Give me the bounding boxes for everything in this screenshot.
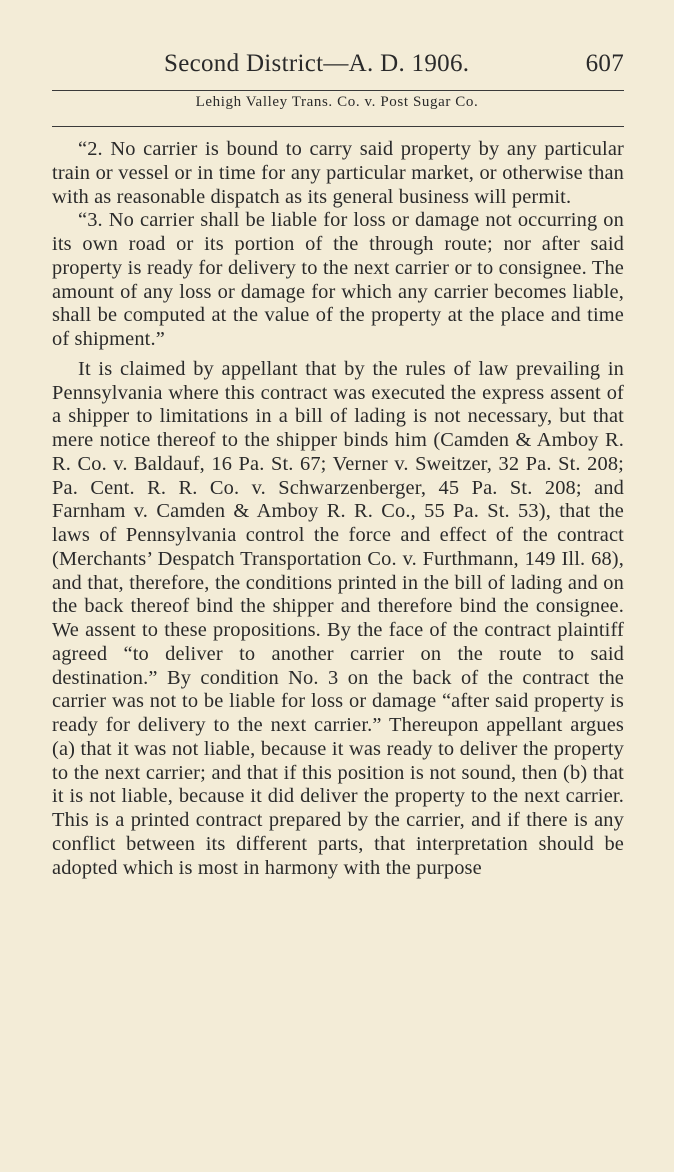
body-text <box>52 138 624 880</box>
paragraph-condition-2: “2. No carrier is bound to carry said property by any particular train or vessel or in time for any particular market, or otherwise than with as reasonable dispatch as its general business will permit. <box>52 138 624 208</box>
case-name: Lehigh Valley Trans. Co. v. Post Sugar Co. <box>195 94 479 110</box>
header-rule-top <box>52 90 624 91</box>
page-number: 607 <box>585 50 624 77</box>
paragraph-opinion: It is claimed by appellant that by the rules of law prevailing in Pennsylvania where this contract was executed the express assent of a shipper to limitations in a bill of lading is not necessary, but that mere notice thereof to the shipper binds him (Camden & Amboy R. R. Co. v. Baldauf, 16 Pa. St. 67; Verner v. Sweitzer, 32 Pa. St. 208; Pa. Cent. R. R. Co. v. Schwarzenberger, 45 Pa. St. 208; and Farnham v. Camden & Amboy R. R. Co., 55 Pa. St. 53), that the laws of Pennsylvania control the force and effect of the contract (Merchants’ Despatch Transportation Co. v. Furthmann, 149 Ill. 68), and that, therefore, the conditions printed in the bill of lading and on the back thereof bind the shipper and therefore bind the consignee. We assent to these propositions. By the face of the contract plaintiff agreed “to deliver to another carrier on the route to said destination.” By condition No. 3 on the back of the contract the carrier was not to be liable for loss or damage “after said property is ready for delivery to the next carrier.” Thereupon appellant argues (a) that it was not liable, because it was ready to deliver the property to the next carrier; and that if this position is not sound, then (b) that it is not liable, because it did deliver the property to the next carrier. This is a printed contract prepared by the carrier, and if there is any conflict between its different parts, that interpretation should be adopted which is most in harmony with the purpose <box>52 357 624 879</box>
paragraph-condition-3: “3. No carrier shall be liable for loss or damage not occurring on its own road or its portion of the through route; nor after said property is ready for delivery to the next carrier or to consignee. The amount of any loss or damage for which any carrier becomes liable, shall be computed at the value of the property at the place and time of shipment.” <box>52 209 624 350</box>
header-rule-bottom <box>52 126 624 127</box>
running-title: Second District—A. D. 1906. <box>164 50 470 77</box>
